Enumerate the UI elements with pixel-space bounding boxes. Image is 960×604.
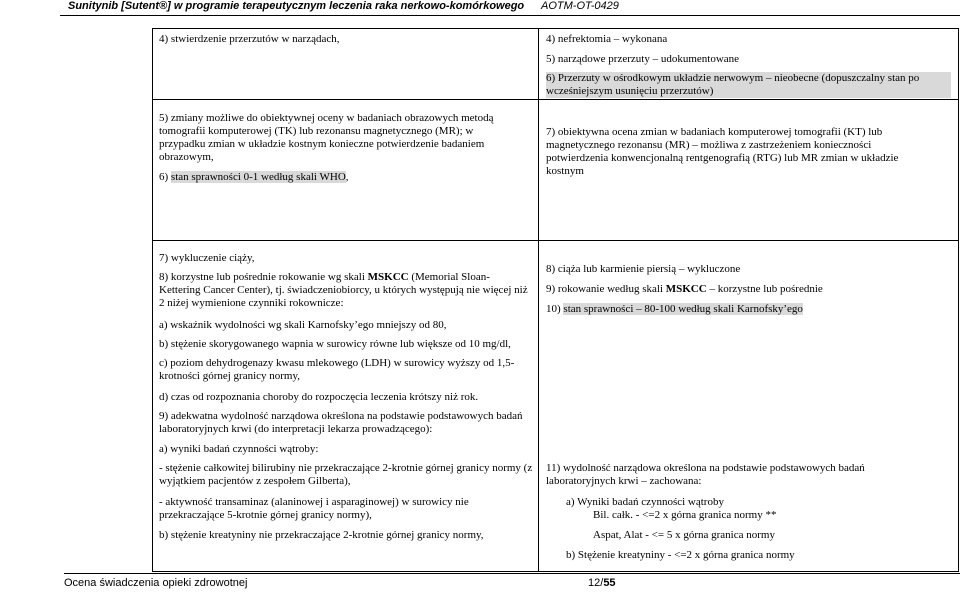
row3-left-item-9a-transaminases: - aktywność transaminaz (alaninowej i asparaginowej) w surowicy nie przekraczające 5-krotnie górnej granicy normy), bbox=[159, 496, 469, 521]
page-header bbox=[0, 0, 960, 14]
row3-left-item-9b: b) stężenie kreatyniny nie przekraczające 2-krotnie górnej granicy normy, bbox=[159, 529, 484, 541]
row3-right-item-9: 9) rokowanie według skali MSKCC – korzystne lub pośrednie bbox=[546, 283, 823, 295]
criteria-table bbox=[152, 28, 959, 572]
row2-right-item-7: 7) obiektywna ocena zmian w badaniach komputerowej tomografii (KT) lub magnetycznego rezonansu (MR) – możliwa z zastrzeżeniem konieczności potwierdzenia konwencjonalną rentgenografią (RTG) lub MR zmian w układzie kostnym bbox=[546, 126, 899, 177]
page-number: 12/55 bbox=[588, 577, 616, 589]
row3-left-item-9a-bilirubin: - stężenie całkowitej bilirubiny nie przekraczające 2-krotnie górnej granicy normy (z wyjątkiem pacjentów z zespołem Gilberta), bbox=[159, 462, 533, 487]
footer-rule bbox=[64, 573, 960, 574]
row3-right-item-8: 8) ciąża lub karmienie piersią – wykluczone bbox=[546, 263, 741, 275]
row1-right-item-6: 6) Przerzuty w ośrodkowym układzie nerwowym – nieobecne (dopuszczalny stan po wcześniejszym usunięciu przerzutów) bbox=[546, 72, 951, 98]
row3-left-item-8a: a) wskaźnik wydolności wg skali Karnofsky’ego mniejszy od 80, bbox=[159, 319, 447, 331]
row3-right-bilirubin-limit: Bil. całk. - <=2 x górna granica normy ** bbox=[593, 509, 777, 521]
row3-right-item-11a: a) Wyniki badań czynności wątroby bbox=[566, 496, 724, 508]
column-divider bbox=[538, 29, 539, 571]
row1-right-item-4: 4) nefrektomia – wykonana bbox=[546, 33, 668, 45]
row2-left-item-6: 6) stan sprawności 0-1 według skali WHO, bbox=[159, 171, 349, 183]
row-divider-1 bbox=[153, 99, 958, 100]
row3-left-item-8: 8) korzystne lub pośrednie rokowanie wg skali MSKCC (Memorial Sloan-Kettering Cancer Center), tj. świadczeniobiorcy, u których występują nie więcej niż 2 niżej wymienione czynniki rokownicze: bbox=[159, 271, 528, 309]
row3-right-transaminase-limit: Aspat, Alat - <= 5 x górna granica normy bbox=[593, 529, 775, 541]
row1-right-item-5: 5) narządowe przerzuty – udokumentowane bbox=[546, 53, 740, 65]
row3-left-item-8d: d) czas od rozpoznania choroby do rozpoczęcia leczenia krótszy niż rok. bbox=[159, 391, 479, 403]
row3-left-item-9a: a) wyniki badań czynności wątroby: bbox=[159, 443, 319, 455]
page-footer bbox=[64, 577, 960, 590]
row3-right-item-11b: b) Stężenie kreatyniny - <=2 x górna granica normy bbox=[566, 549, 795, 561]
row3-left-item-7: 7) wykluczenie ciąży, bbox=[159, 252, 255, 264]
row3-right-item-10: 10) stan sprawności – 80-100 według skali Karnofsky’ego bbox=[546, 303, 803, 315]
header-rule bbox=[60, 15, 960, 16]
header-title: Sunitynib [Sutent®] w programie terapeutycznym leczenia raka nerkowo-komórkowego bbox=[68, 0, 525, 12]
row1-left-text: 4) stwierdzenie przerzutów w narządach, bbox=[159, 33, 340, 45]
row3-left-item-9: 9) adekwatna wydolność narządowa określona na podstawie podstawowych badań laboratoryjnych krwi (do interpretacji lekarza prowadzącego): bbox=[159, 410, 523, 435]
row3-right-item-11: 11) wydolność narządowa określona na podstawie podstawowych badań laboratoryjnych krwi – zachowana: bbox=[546, 462, 865, 487]
row-divider-2 bbox=[153, 240, 958, 241]
row3-left-item-8c: c) poziom dehydrogenazy kwasu mlekowego (LDH) w surowicy wyższy od 1,5-krotności górnej granicy normy, bbox=[159, 357, 515, 382]
footer-title: Ocena świadczenia opieki zdrowotnej bbox=[64, 577, 248, 589]
header-doc-id: AOTM-OT-0429 bbox=[541, 0, 619, 12]
row3-left-item-8b: b) stężenie skorygowanego wapnia w surowicy równe lub większe od 10 mg/dl, bbox=[159, 338, 511, 350]
row2-left-item-5: 5) zmiany możliwe do obiektywnej oceny w badaniach obrazowych metodą tomografii komputerowej (TK) lub rezonansu magnetycznego (MR); w przypadku zmian w układzie kostnym konieczne potwierdzenie badaniem obrazowym, bbox=[159, 112, 494, 163]
